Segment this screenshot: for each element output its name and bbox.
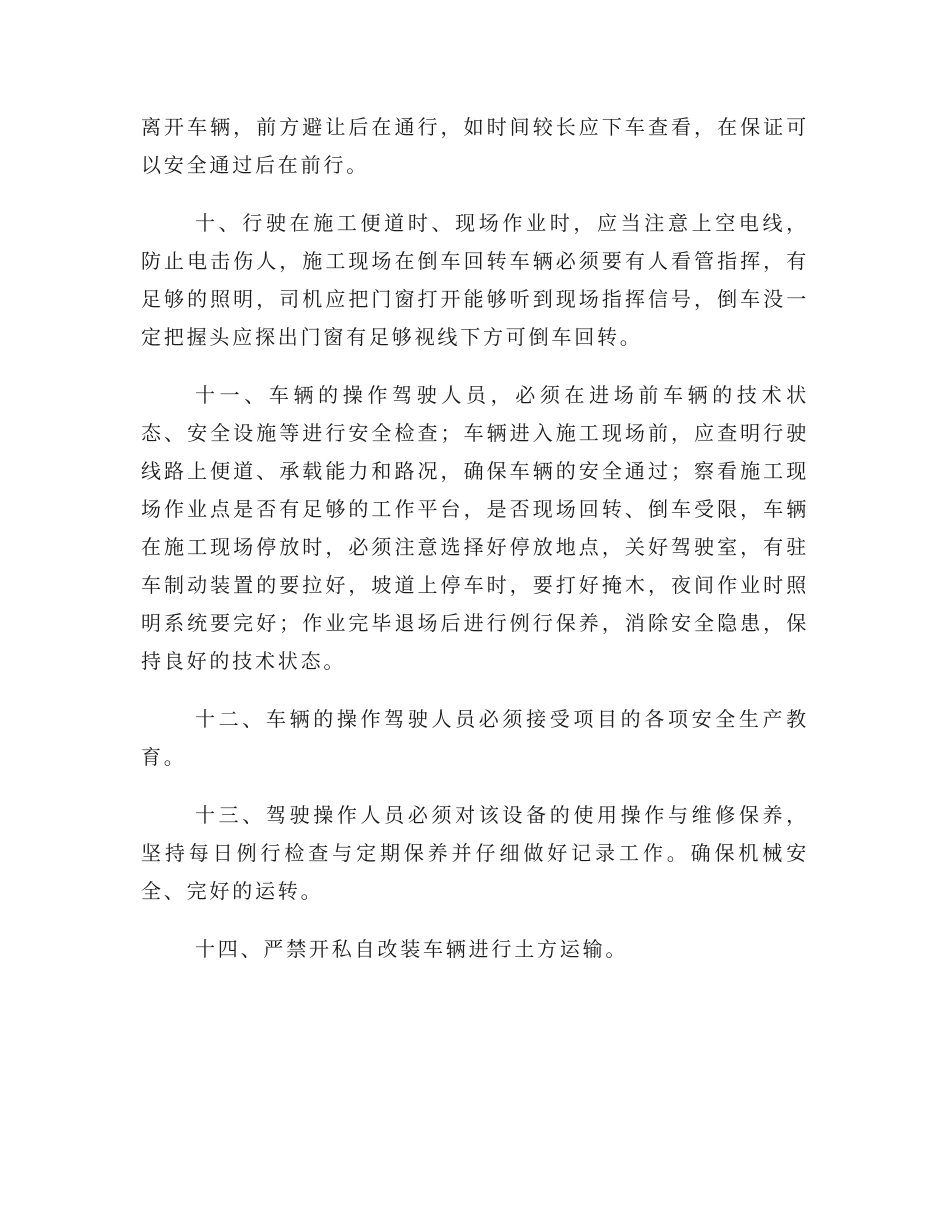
paragraph-item-14: 十四、严禁开私自改装车辆进行土方运输。: [195, 937, 629, 961]
paragraph-item-10: 十、行驶在施工便道时、现场作业时，应当注意上空电线，防止电击伤人，施工现场在倒车回转车辆必须要有人看管指挥，有足够的照明，司机应把门窗打开能够听到现场指挥信号，倒车没一定把握头应探出门窗有足够视线下方可倒车回转。: [141, 211, 809, 349]
document-body: [141, 108, 809, 988]
paragraph-item-11: 十一、车辆的操作驾驶人员，必须在进场前车辆的技术状态、安全设施等进行安全检查；车辆进入施工现场前，应查明行驶线路上便道、承载能力和路况，确保车辆的安全通过；察看施工现场作业点是否有足够的工作平台，是否现场回转、倒车受限，车辆在施工现场停放时，必须注意选择好停放地点，关好驾驶室，有驻车制动装置的要拉好，坡道上停车时，要打好掩木，夜间作业时照明系统要完好；作业完毕退场后进行例行保养，消除安全隐患，保持良好的技术状态。: [141, 383, 809, 673]
paragraph-continuation: 离开车辆，前方避让后在通行，如时间较长应下车查看，在保证可以安全通过后在前行。: [141, 115, 809, 177]
paragraph-item-12: 十二、车辆的操作驾驶人员必须接受项目的各项安全生产教育。: [141, 707, 809, 769]
paragraph-item-13: 十三、驾驶操作人员必须对该设备的使用操作与维修保养，坚持每日例行检查与定期保养并仔细做好记录工作。确保机械安全、完好的运转。: [141, 803, 809, 903]
